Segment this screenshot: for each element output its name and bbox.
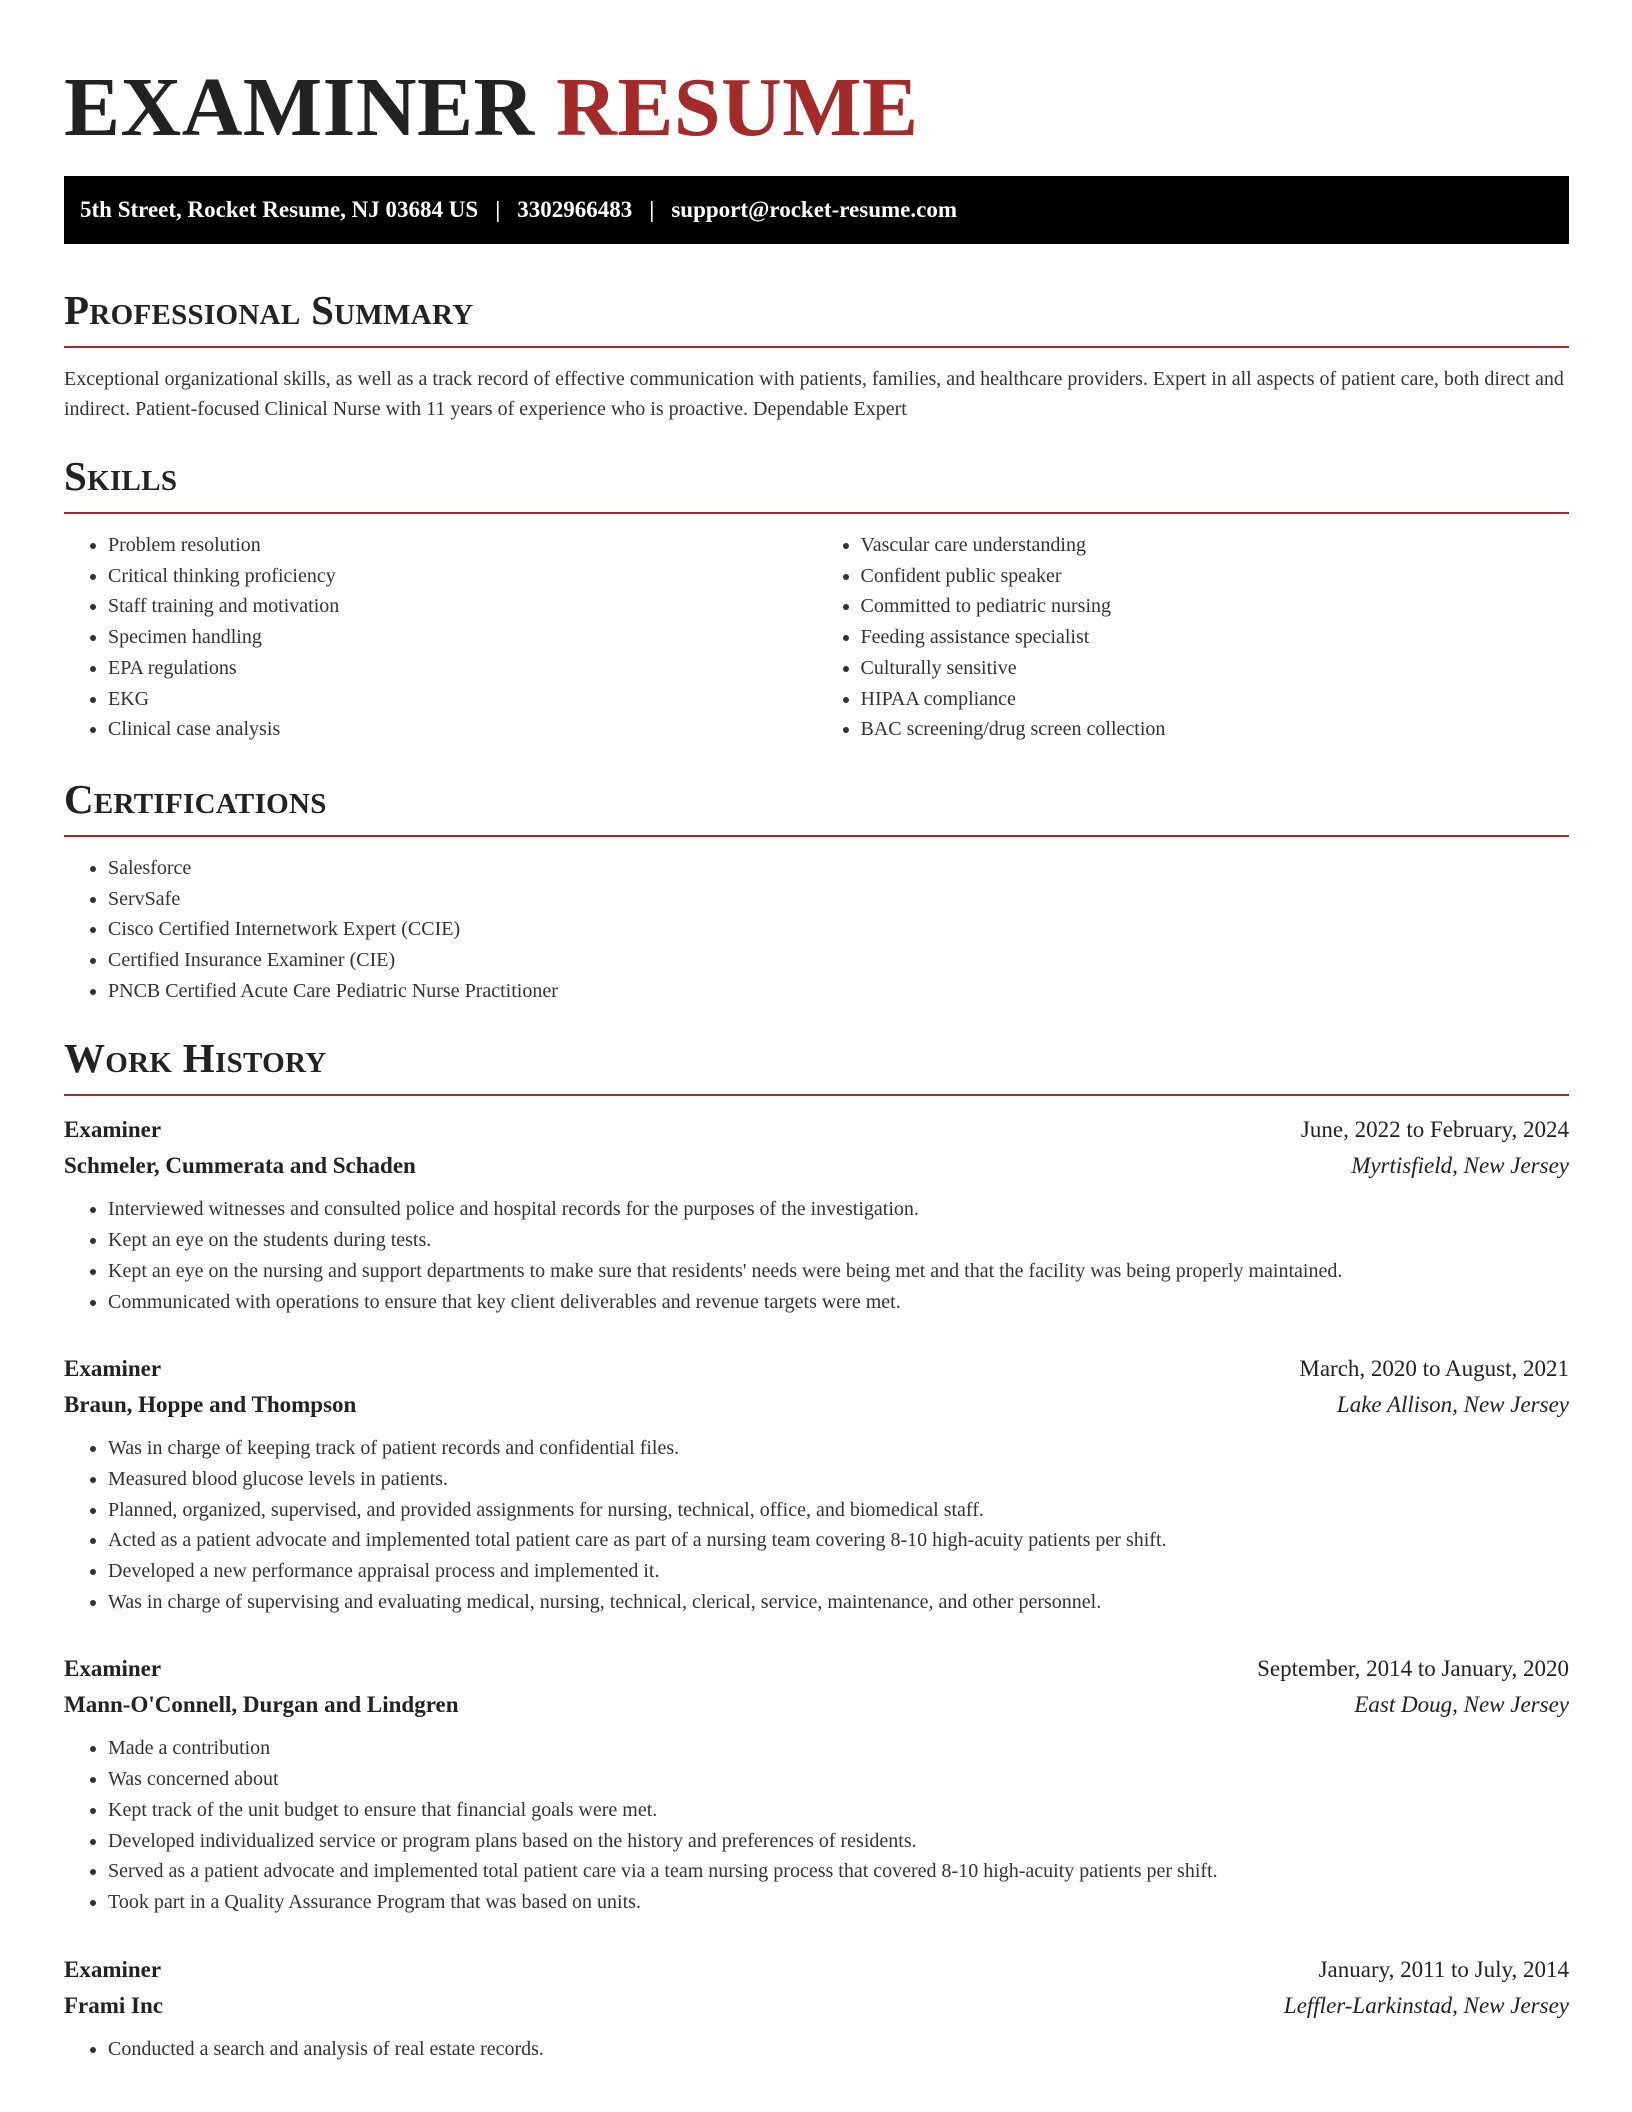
job-location: Leffler-Larkinstad, New Jersey bbox=[1283, 1992, 1569, 2018]
summary-section bbox=[64, 288, 1569, 424]
list-item: • Vascular care understanding bbox=[861, 530, 1570, 561]
job-company: Mann-O'Connell, Durgan and Lindgren bbox=[64, 1692, 459, 1718]
list-item: • Certified Insurance Examiner (CIE) bbox=[108, 945, 1569, 976]
job-bullets bbox=[64, 1733, 1569, 1917]
list-item: • Salesforce bbox=[108, 853, 1569, 884]
contact-phone: 3302966483 bbox=[517, 197, 633, 222]
job-company-row bbox=[64, 1148, 1569, 1184]
work-history-section bbox=[64, 1036, 1569, 2064]
job-company: Schmeler, Cummerata and Schaden bbox=[64, 1153, 416, 1179]
list-item: • Critical thinking proficiency bbox=[108, 561, 817, 592]
list-item: • Staff training and motivation bbox=[108, 591, 817, 622]
section-divider bbox=[64, 1094, 1569, 1096]
job-location: Lake Allison, New Jersey bbox=[1336, 1392, 1569, 1418]
job-bullet: • Kept track of the unit budget to ensure that financial goals were met. bbox=[108, 1795, 1569, 1826]
job-bullets bbox=[64, 2034, 1569, 2065]
job-header-row bbox=[64, 1112, 1569, 1148]
job-title: Examiner bbox=[64, 1956, 162, 1982]
list-item: • ServSafe bbox=[108, 884, 1569, 915]
job-bullets bbox=[64, 1433, 1569, 1617]
skills-list-left bbox=[64, 530, 817, 745]
section-divider bbox=[64, 346, 1569, 348]
list-item: • Committed to pediatric nursing bbox=[861, 591, 1570, 622]
jobs-container bbox=[64, 1112, 1569, 2064]
job-title: Examiner bbox=[64, 1356, 162, 1382]
list-item: • PNCB Certified Acute Care Pediatric Nurse Practitioner bbox=[108, 976, 1569, 1007]
job-bullet: • Was concerned about bbox=[108, 1764, 1569, 1795]
summary-text: Exceptional organizational skills, as well as a track record of effective communication with patients, families, and healthcare providers. Expert in all aspects of patient care, both direct and indirect. Patient-focused Clinical Nurse with 11 years of experience who is proactive. Dependable Expert bbox=[64, 368, 1564, 420]
job-dates: September, 2014 to January, 2020 bbox=[1257, 1656, 1569, 1682]
job-bullet: • Was in charge of supervising and evaluating medical, nursing, technical, clerical, service, maintenance, and other personnel. bbox=[108, 1587, 1569, 1618]
list-item: • Cisco Certified Internetwork Expert (CCIE) bbox=[108, 914, 1569, 945]
job-bullet: • Made a contribution bbox=[108, 1733, 1569, 1764]
list-item: • Culturally sensitive bbox=[861, 653, 1570, 684]
resume-page bbox=[64, 0, 1569, 2098]
contact-separator: | bbox=[649, 197, 655, 222]
job-header-row bbox=[64, 1351, 1569, 1387]
job-title: Examiner bbox=[64, 1656, 162, 1682]
title-part-2: RESUME bbox=[556, 61, 919, 154]
job-bullet: • Was in charge of keeping track of patient records and confidential files. bbox=[108, 1433, 1569, 1464]
list-item: • Clinical case analysis bbox=[108, 714, 817, 745]
job-location: Myrtisfield, New Jersey bbox=[1351, 1153, 1569, 1179]
list-item: • EKG bbox=[108, 684, 817, 715]
certifications-heading: Certifications bbox=[64, 775, 327, 822]
skills-heading: Skills bbox=[64, 453, 178, 499]
skills-section bbox=[64, 454, 1569, 745]
contact-address: 5th Street, Rocket Resume, NJ 03684 US bbox=[80, 197, 479, 222]
skills-columns bbox=[64, 530, 1569, 745]
job-bullet: • Conducted a search and analysis of real estate records. bbox=[108, 2034, 1569, 2065]
job-dates: March, 2020 to August, 2021 bbox=[1299, 1356, 1569, 1382]
job-company: Braun, Hoppe and Thompson bbox=[64, 1392, 357, 1418]
job-dates: June, 2022 to February, 2024 bbox=[1300, 1117, 1569, 1143]
job-bullets bbox=[64, 1194, 1569, 1317]
skills-list-right bbox=[817, 530, 1570, 745]
job-header-row bbox=[64, 1651, 1569, 1687]
list-item: • EPA regulations bbox=[108, 653, 817, 684]
job-bullet: • Served as a patient advocate and implemented total patient care via a team nursing process that covered 8-10 high-acuity patients per shift. bbox=[108, 1856, 1569, 1887]
contact-bar bbox=[64, 176, 1569, 244]
certifications-section bbox=[64, 777, 1569, 1007]
job-dates: January, 2011 to July, 2014 bbox=[1318, 1956, 1569, 1982]
certifications-list bbox=[64, 853, 1569, 1007]
list-item: • BAC screening/drug screen collection bbox=[861, 714, 1570, 745]
contact-separator: | bbox=[495, 197, 501, 222]
section-divider bbox=[64, 835, 1569, 837]
job-bullet: • Developed a new performance appraisal process and implemented it. bbox=[108, 1556, 1569, 1587]
list-item: • HIPAA compliance bbox=[861, 684, 1570, 715]
job-bullet: • Kept an eye on the nursing and support departments to make sure that residents' needs were being met and that the facility was being properly maintained. bbox=[108, 1256, 1569, 1287]
job-bullet: • Developed individualized service or program plans based on the history and preferences of residents. bbox=[108, 1826, 1569, 1857]
list-item: • Feeding assistance specialist bbox=[861, 622, 1570, 653]
list-item: • Problem resolution bbox=[108, 530, 817, 561]
job-bullet: • Measured blood glucose levels in patients. bbox=[108, 1464, 1569, 1495]
work-history-heading: Work History bbox=[64, 1035, 327, 1082]
job-header-row bbox=[64, 1952, 1569, 1988]
job-entry bbox=[64, 1112, 1569, 1317]
job-entry bbox=[64, 1952, 1569, 2065]
job-bullet: • Communicated with operations to ensure that key client deliverables and revenue targets were met. bbox=[108, 1287, 1569, 1318]
summary-heading: Professional Summary bbox=[64, 287, 474, 333]
list-item: • Specimen handling bbox=[108, 622, 817, 653]
job-company-row bbox=[64, 1687, 1569, 1723]
job-bullet: • Took part in a Quality Assurance Program that was based on units. bbox=[108, 1887, 1569, 1918]
job-title: Examiner bbox=[64, 1117, 162, 1143]
job-company: Frami Inc bbox=[64, 1992, 164, 2018]
job-bullet: • Planned, organized, supervised, and provided assignments for nursing, technical, office, and biomedical staff. bbox=[108, 1495, 1569, 1526]
job-bullet: • Interviewed witnesses and consulted police and hospital records for the purposes of the investigation. bbox=[108, 1194, 1569, 1225]
job-company-row bbox=[64, 1988, 1569, 2024]
job-company-row bbox=[64, 1387, 1569, 1423]
section-divider bbox=[64, 512, 1569, 514]
job-entry bbox=[64, 1351, 1569, 1617]
contact-email: support@rocket-resume.com bbox=[671, 197, 957, 222]
job-bullet: • Kept an eye on the students during tests. bbox=[108, 1225, 1569, 1256]
job-bullet: • Acted as a patient advocate and implemented total patient care as part of a nursing team covering 8-10 high-acuity patients per shift. bbox=[108, 1525, 1569, 1556]
job-entry bbox=[64, 1651, 1569, 1917]
list-item: • Confident public speaker bbox=[861, 561, 1570, 592]
title-part-1: EXAMINER bbox=[64, 61, 535, 154]
resume-title bbox=[64, 58, 1569, 158]
job-location: East Doug, New Jersey bbox=[1354, 1692, 1569, 1718]
